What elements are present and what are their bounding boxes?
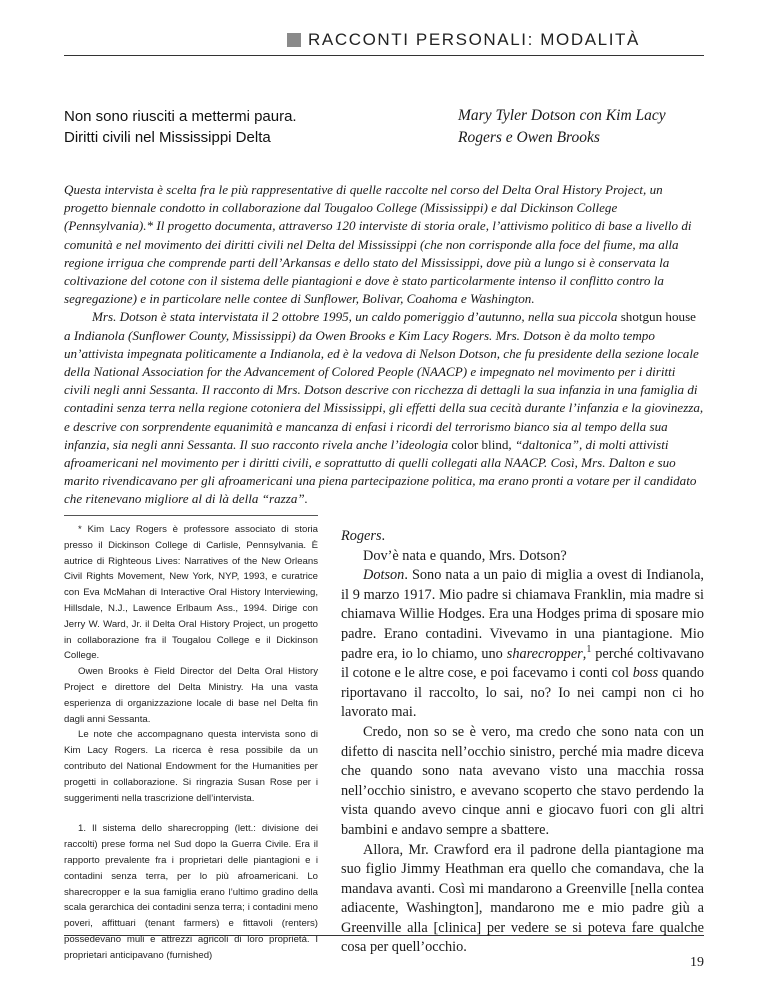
- speaker-dotson: Dotson: [363, 567, 405, 584]
- footnote-ref-1[interactable]: 1: [586, 643, 592, 655]
- intro-paragraph-1: Questa intervista è scelta fra le più rappresentative di quelle raccolte nel corso del Delta Oral History Project, un progetto biennale condotto in collaborazione dal Tougaloo College (Mississippi) e dal Dickinson College (Pennsylvania).* Il progetto documenta, attraverso 120 interviste di storia orale, l’attivismo politico di base a livello di comunità e nel movimento dei diritti civili nel Delta del Mississippi (che non corrisponde alla foce del fiume, ma alla regione irrigua che comprende parti dell’Arkansas e dello stato del Mississippi, dove più a lungo si è conservata la coltivazione del cotone con il sistema delle piantagioni e dove è stato particolarmente intenso il conflitto contro la segregazione) e in particolare nelle contee di Sunflower, Bolivar, Coahoma e Washington.: [64, 182, 692, 307]
- footnote-rule: [64, 515, 318, 516]
- question-1: Dov’è nata e quando, Mrs. Dotson?: [363, 547, 567, 564]
- intro-p2-text-a: Mrs. Dotson è stata intervistata il 2 ottobre 1995, un caldo pomeriggio d’autunno, nella sua piccola: [92, 309, 621, 325]
- answer-1-text-b: perché coltivavano il cotone e le altre cose, e poi facevamo i conti col: [341, 645, 704, 682]
- answer-1: Dotson. Sono nata a un paio di miglia a ovest di Indianola, il 9 marzo 1917. Mio padre si chiamava Franklin, mia madre si chiamava Willie Hodges. Era una Hodges prima di sposare mio padre. Erano contadini. Vivevamo in una piantagione. Mio padre era, io lo chiamo, uno sharecropper,$^1$ perché coltivavano il cotone e le altre cose, e poi facevamo i conti col boss quando riportavano il raccolto, lo sai, no? Io nei campi non ci ho lavorato mai.: [341, 567, 704, 721]
- header-rule: [64, 55, 704, 56]
- introduction: [64, 181, 704, 509]
- answer-1-text-c: quando riportavano il raccolto, lo sai, no? Io nei campi non ci ho lavorato mai.: [341, 665, 704, 721]
- article-authors: [458, 105, 718, 149]
- title-line-1: Non sono riusciti a mettermi paura.: [64, 108, 297, 125]
- article-title: [64, 106, 384, 148]
- page-number: 19: [690, 955, 704, 970]
- term-color-blind: color blind: [451, 436, 509, 452]
- footnote-star-3: Le note che accompagnano questa intervista sono di Kim Lacy Rogers. La ricerca è resa possibile da un contributo del National Endowment for the Humanities per progetti in collaborazione. Si ringrazia Susan Rose per i suggerimenti nella trascrizione dell’intervista.: [64, 729, 318, 804]
- authors-line-1: Mary Tyler Dotson con Kim Lacy: [458, 107, 666, 124]
- answer-2: Credo, non so se è vero, ma credo che sono nata con un difetto di nascita nell’occhio sinistro, perché mia madre diceva che quando sono nata avevano visto una macchia rossa nell’occhio sinistro, e avevano scoperto che stavo perdendo la vista quando avevo cinque anni e giocavo fuori con gli altri bambini e andavo sempre a sbattere.: [341, 723, 704, 838]
- interview-body: [341, 527, 704, 958]
- speaker-rogers: Rogers: [341, 528, 382, 544]
- header-square-icon: [287, 33, 301, 47]
- running-header: [287, 30, 640, 50]
- footnote-1: 1. Il sistema dello sharecropping (lett.: divisione dei raccolti) prese forma nel Sud dopo la Guerra Civile. Era il rapporto prevalente fra i proprietari delle piantagioni e i contadini senza terra, per lo più afroamericani. Lo sharecropper e la sua famiglia erano l’ultimo gradino della scala gerarchica dei contadini senza terra; i contadini meno poveri, affittuari (tenant farmers) e fittavoli (renters) possedevano muli e attrezzi agricoli di loro proprietà. I proprietari anticipavano (furnished): [64, 823, 318, 961]
- intro-p2-text-c: , “daltonica”, di molti attivisti afroamericani nel movimento per i diritti civili, e soprattutto di quelli collegati alla NAACP. Così, Mrs. Dalton e suo marito rivendicavano per gli afroamericani una piena partecipazione politica, ma erano pronti a votare per il candidato che ritenevano migliore al di là della “razza”.: [64, 436, 697, 507]
- footnote-star-2: Owen Brooks è Field Director del Delta Oral History Project e direttore del Delta Ministry. Ha una vasta esperienza di organizzazione locale di base nel Delta fin dagli anni Sessanta.: [64, 666, 318, 725]
- answer-1-text-a: . Sono nata a un paio di miglia a ovest di Indianola, il 9 marzo 1917. Mio padre si chiamava Franklin, mia madre si chiamava Willie Hodges. Era una Hodges prima di sposare mio padre. Erano contadini. Vivevamo in una piantagione. Mio padre era, io lo chiamo, uno: [341, 567, 704, 662]
- intro-p2-text-b: a Indianola (Sunflower County, Mississippi) da Owen Brooks e Kim Lacy Rogers. Mrs. Dotson è da molto tempo un’attivista impegnata politicamente a Indianola, ed è la vedova di Nelson Dotson, che fu presidente della sezione locale della National Association for the Advancement of Colored People (NAACP) e impegnato nel movimento per i diritti civili negli anni Sessanta. Il racconto di Mrs. Dotson descrive con ricchezza di dettagli la sua infanzia in una famiglia di contadini senza terra nella regione cotoniera del Mississippi, gli effetti della sua cecità durante l’infanzia e la giovinezza, e descrive con sorprendente equanimità e mancanza di enfasi i ricordi del terrorismo bianco sia al tempo della sua infanzia, sia negli anni Sessanta. Il suo racconto rivela anche l’ideologia: [64, 327, 704, 452]
- term-sharecropper: sharecropper: [506, 645, 583, 662]
- footnotes: [64, 522, 318, 964]
- term-boss: boss: [632, 665, 659, 682]
- term-shotgun-house: shotgun house: [620, 309, 696, 325]
- footer-rule: [64, 935, 704, 936]
- answer-3: Allora, Mr. Crawford era il padrone della piantagione ma suo figlio Jimmy Heathman era quello che comandava, che la mandava avanti. Così mi mandarono a Greenville [nella contea adiacente, Washington], mandarono me e mio padre giù a Greenville alla [clinica] per vedere se si poteva fare qualche cosa per quell’occhio.: [341, 841, 704, 956]
- footnote-star-1: * Kim Lacy Rogers è professore associato di storia presso il Dickinson College di Carlisle, Pennsylvania. È autrice di Righteous Lives: Narratives of the New Orleans Civil Rights Movement, New York, NYP, 1993, e curatrice con Eva McMahan di Interactive Oral History Interviewing, Hillsdale, N.J., Lawence Erlbaum Ass., 1994. Dirige con Jerry W. Ward, Jr. il Delta Oral History Project, un progetto in collaborazione fra il Tougalou College e il Dickinson College.: [64, 524, 318, 662]
- intro-paragraph-2: [64, 308, 704, 508]
- authors-line-2: Rogers e Owen Brooks: [458, 129, 600, 146]
- title-line-2: Diritti civili nel Mississippi Delta: [64, 129, 271, 146]
- speaker-line-rogers: Rogers.: [341, 528, 386, 544]
- section-label: RACCONTI PERSONALI: MODALITÀ: [308, 30, 640, 49]
